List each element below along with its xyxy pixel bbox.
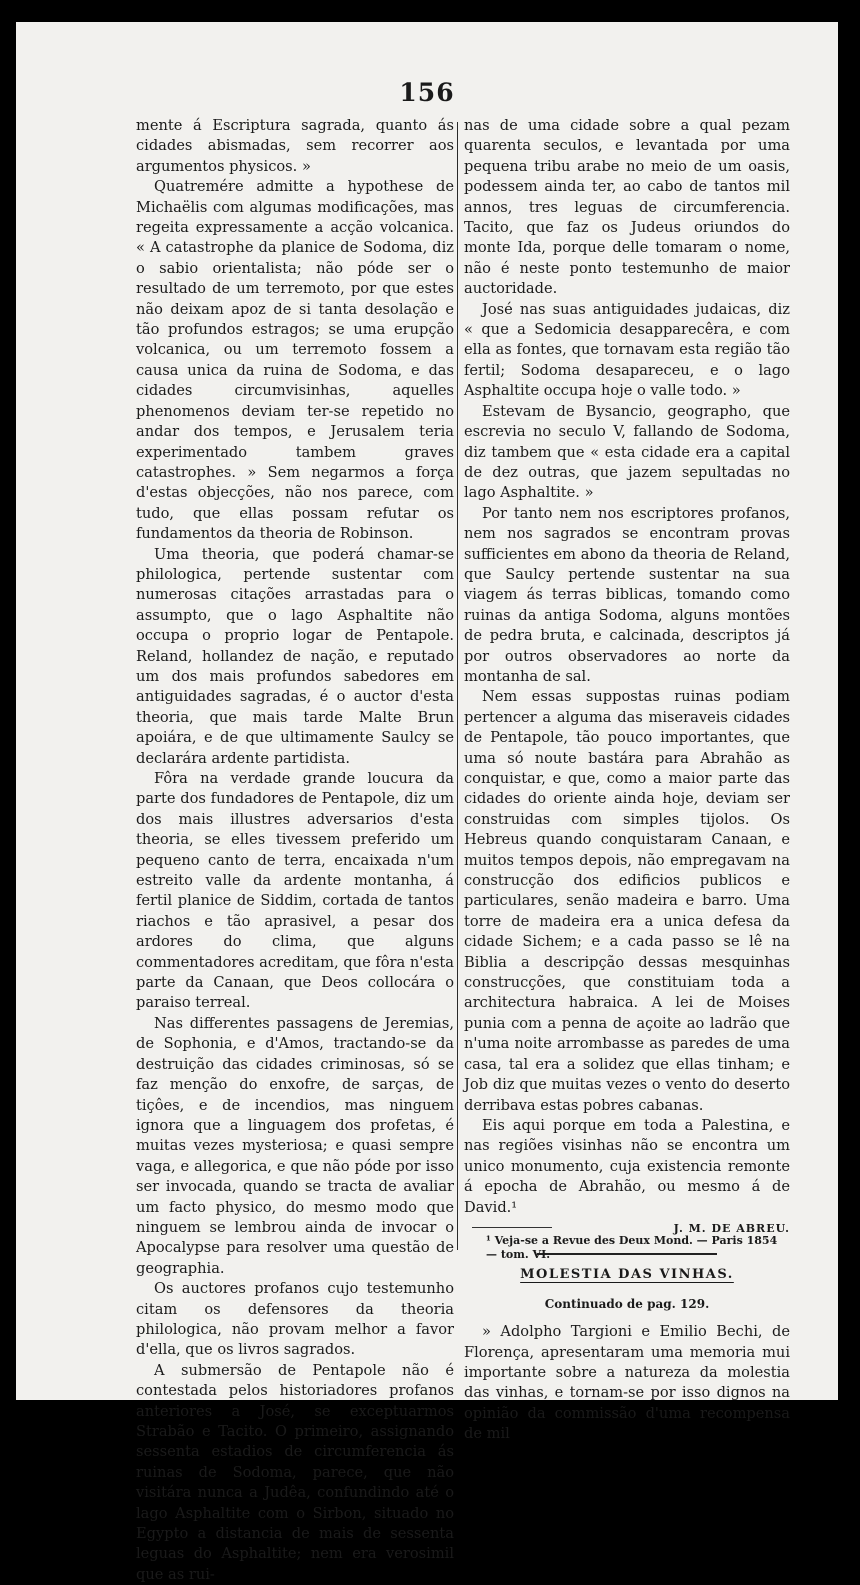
paragraph: A submersão de Pentapole não é contestada pelos historiadores profanos anteriores a José, se exceptuarmos Strabão e Tacito. O primeiro, assignando sessenta estadios de circumferencia ás ruinas de Sodoma, parece, que não visitára nunca a Judêa, confundindo até o lago Asphaltite com o Sirbon, situado no Egypto a distancia de mais de sessenta leguas do Asphaltite; nem era verosimil que as rui- [136, 1361, 454, 1583]
paragraph: mente á Escriptura sagrada, quanto ás cidades abismadas, sem recorrer aos argumentos physicos. » [136, 117, 454, 175]
paragraph: Eis aqui porque em toda a Palestina, e nas regiões visinhas não se encontra um unico monumento, cuja existencia remonte á epocha de Abrahão, ou mesmo á de David.¹ [464, 1116, 790, 1216]
footnote: ¹ Veja-se a Revue des Deux Mond. — Paris 1854 — tom. VI. [486, 1234, 778, 1261]
paragraph: Os auctores profanos cujo testemunho citam os defensores da theoria philologica, não provam melhor a favor d'ella, que os livros sagrados. [136, 1280, 454, 1359]
paragraph: José nas suas antiguidades judaicas, diz « que a Sedomicia desapparecêra, e com ella as fontes, que tornavam esta região tão fertil; Sodoma desapareceu, e o lago Asphaltite occupa hoje o valle todo. » [464, 300, 790, 400]
continuation-note: Continuado de pag. 129. [544, 1296, 710, 1311]
paragraph: Uma theoria, que poderá chamar-se philologica, pertende sustentar com numerosas citações arrastadas para o assumpto, que o lago Asphaltite não occupa o proprio logar de Pentapole. Reland, hollandez de nação, e reputado um dos mais profundos sabedores em antiguidades sagradas, é o auctor d'esta theoria, que mais tarde Malte Brun apoiára, e de que ultimamente Saulcy se declarára ardente partidista. [136, 545, 454, 767]
column-divider [457, 122, 458, 1250]
page-number: 156 [399, 78, 455, 107]
paragraph: Quatremére admitte a hypothese de Michaëlis com algumas modificações, mas regeita expressamente a acção volcanica. « A catastrophe da planice de Sodoma, diz o sabio orientalista; não póde ser o resultado de um terremoto, por que estes não deixam apoz de si tanta desolação e tão profundos estragos; se uma erupção volcanica, ou um terremoto fossem a causa unica da ruina de Sodoma, e das cidades circumvisinhas, aquelles phenomenos deviam ter-se repetido no andar dos tempos, e Jerusalem teria experimentado tambem graves catastrophes. » Sem negarmos a força d'estas objecções, não nos parece, com tudo, que ellas possam refutar os fundamentos da theoria de Robinson. [136, 178, 454, 543]
paragraph: Nem essas suppostas ruinas podiam pertencer a alguma das miseraveis cidades de Pentapole, tão pouco importantes, que uma só noute bastára para Abrahão as conquistar, e que, como a maior parte das cidades do oriente ainda hoje, deviam ser construidas com simples tijolos. Os Hebreus quando conquistaram Canaan, e muitos tempos depois, não empregavam na construcção dos edificios publicos e particulares, senão madeira e barro. Uma torre de madeira era a unica defesa da cidade Sichem; e a cada passo se lê na Biblia a descripção dessas mesquinhas construcções, que constituiam toda a architectura habraica. A lei de Moises punia com a penna de açoite ao ladrão que n'uma noite arrombasse as paredes de uma casa, tal era a solidez que ellas tinham; e Job diz que muitas vezes o vento do deserto derribava estas pobres cabanas. [464, 688, 790, 1114]
author-signature: J. M. DE ABREU. [673, 1221, 790, 1235]
section-title: MOLESTIA DAS VINHAS. [520, 1267, 734, 1283]
left-column [136, 116, 454, 1585]
paragraph: Estevam de Bysancio, geographo, que escrevia no seculo V, fallando de Sodoma, diz tambem que « esta cidade era a capital de dez outras, que jazem sepultadas no lago Asphaltite. » [464, 402, 790, 502]
paragraph: nas de uma cidade sobre a qual pezam quarenta seculos, e levantada por uma pequena tribu arabe no meio de um oasis, podessem ainda ter, ao cabo de tantos mil annos, tres leguas de circumferencia. Tacito, que faz os Judeus oriundos do monte Ida, porque delle tomaram o nome, não é neste ponto testemunho de maior auctoridade. [464, 117, 790, 298]
paragraph: Por tanto nem nos escriptores profanos, nem nos sagrados se encontram provas sufficientes em abono da theoria de Reland, que Saulcy pertende sustentar na sua viagem ás terras biblicas, tomando como ruinas da antiga Sodoma, alguns montões de pedra bruta, e calcinada, descriptos já por outros observadores ao norte da montanha de sal. [464, 504, 790, 685]
paragraph: Fôra na verdade grande loucura da parte dos fundadores de Pentapole, diz um dos mais illustres adversarios d'esta theoria, se elles tivessem preferido um pequeno canto de terra, encaixada n'um estreito valle da ardente montanha, á fertil planice de Siddim, cortada de tantos riachos e tão aprasivel, a pesar dos ardores do clima, que alguns commentadores acreditam, que fôra n'esta parte da Canaan, que Deos collocára o paraiso terreal. [136, 770, 454, 1012]
paragraph: Nas differentes passagens de Jeremias, de Sophonia, e d'Amos, tractando-se da destruição das cidades criminosas, só se faz menção do enxofre, de sarças, de tiçôes, e de incendios, mas ninguem ignora que a linguagem dos profetas, é muitas vezes mysteriosa; e quasi sempre vaga, e allegorica, e que não póde por isso ser invocada, quando se tracta de avaliar um facto physico, do mesmo modo que ninguem se lembrou ainda de invocar o Apocalypse para resolver uma questão de geographia. [136, 1014, 454, 1277]
footnote-rule [472, 1227, 552, 1228]
newspaper-page [16, 22, 838, 1583]
paragraph: » Adolpho Targioni e Emilio Bechi, de Florença, apresentaram uma memoria mui importante sobre a natureza da molestia das vinhas, e tornam-se por isso dignos na opinião da commissão d'uma recompensa de mil [464, 1323, 790, 1443]
